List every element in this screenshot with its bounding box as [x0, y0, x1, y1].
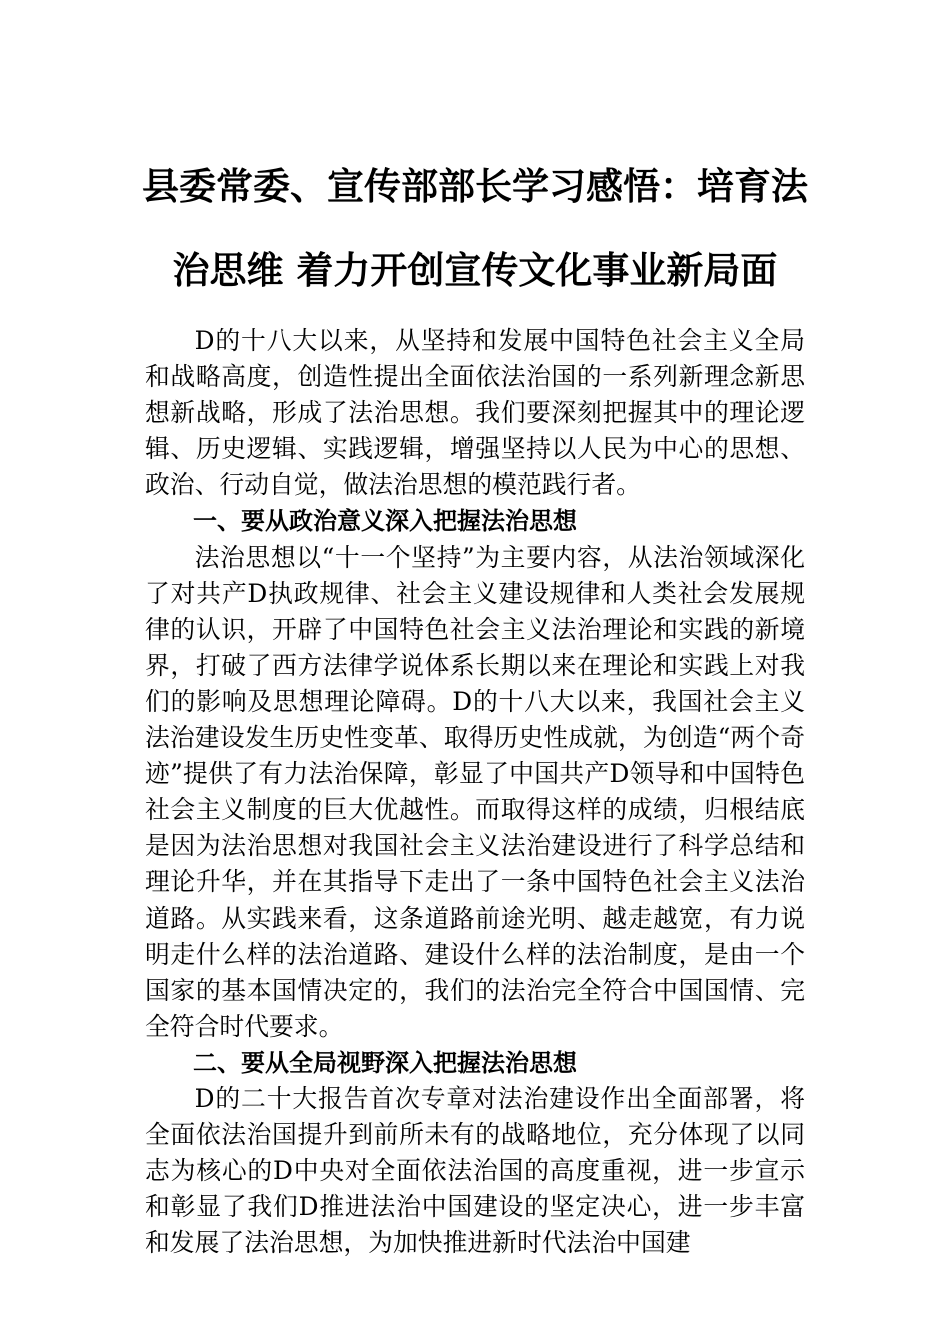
intro-paragraph: D的十八大以来，从坚持和发展中国特色社会主义全局和战略高度，创造性提出全面依法治国的一系列新理念新思想新战略，形成了法治思想。我们要深刻把握其中的理论逻辑、历史逻辑、实践逻辑，增强坚持以人民为中心的思想、政治、行动自觉，做法治思想的模范践行者。: [145, 326, 805, 500]
section-1-paragraph: 法治思想以“十一个坚持”为主要内容，从法治领域深化了对共产D执政规律、社会主义建设规律和人类社会发展规律的认识，开辟了中国特色社会主义法治理论和实践的新境界，打破了西方法律学说体系长期以来在理论和实践上对我们的影响及思想理论障碍。D的十八大以来，我国社会主义法治建设发生历史性变革、取得历史性成就，为创造“两个奇迹”提供了有力法治保障，彰显了中国共产D领导和中国特色社会主义制度的巨大优越性。而取得这样的成绩，归根结底是因为法治思想对我国社会主义法治建设进行了科学总结和理论升华，并在其指导下走出了一条中国特色社会主义法治道路。从实践来看，这条道路前途光明、越走越宽，有力说明走什么样的法治道路、建设什么样的法治制度，是由一个国家的基本国情决定的，我们的法治完全符合中国国情、完全符合时代要求。: [145, 542, 805, 1041]
document-title: [110, 144, 840, 312]
document-body: [145, 323, 805, 1261]
title-line-1: 县委常委、宣传部部长学习感悟：培育法: [142, 164, 808, 208]
title-line-2: 治思维 着力开创宣传文化事业新局面: [172, 248, 778, 292]
section-2-heading: 二、要从全局视野深入把握法治思想: [193, 1048, 577, 1077]
section-1-heading: 一、要从政治意义深入把握法治思想: [193, 507, 577, 536]
section-2-paragraph: D的二十大报告首次专章对法治建设作出全面部署，将全面依法治国提升到前所未有的战略地位，充分体现了以同志为核心的D中央对全面依法治国的高度重视，进一步宣示和彰显了我们D推进法治中国建设的坚定决心，进一步丰富和发展了法治思想，为加快推进新时代法治中国建: [145, 1083, 805, 1258]
